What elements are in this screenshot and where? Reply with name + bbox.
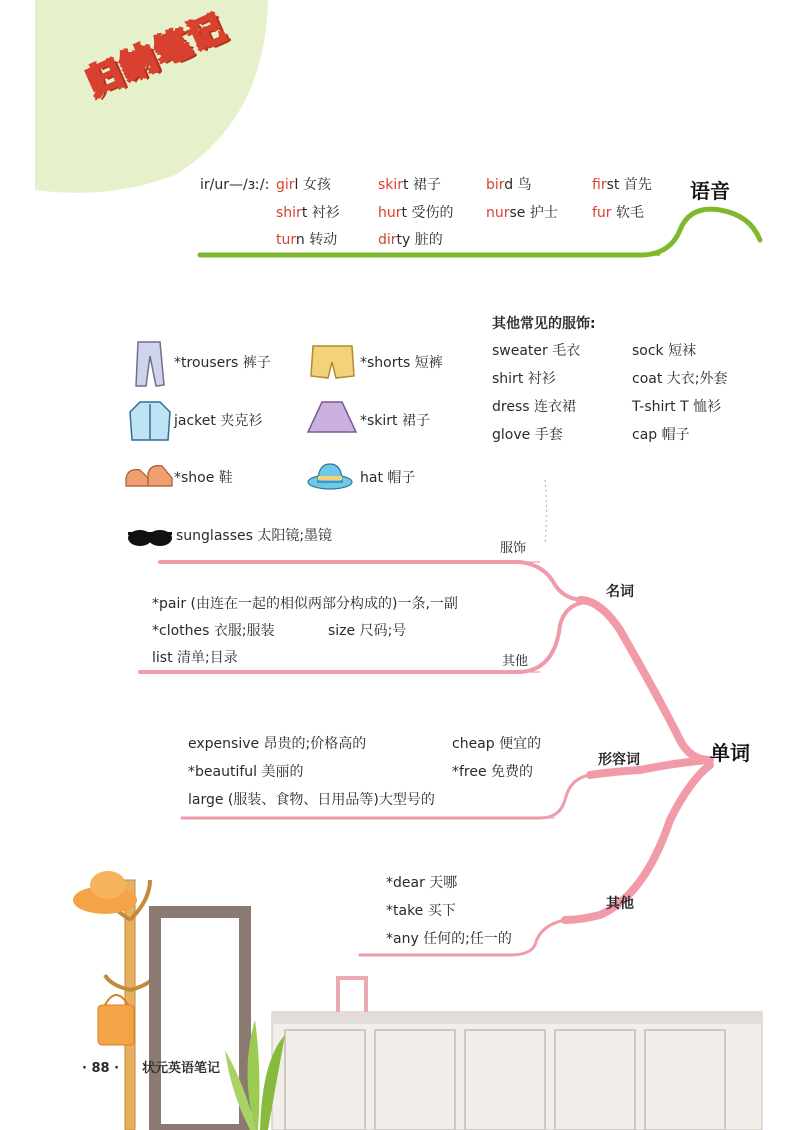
clothing-item: *skirt 裙子 xyxy=(360,413,430,429)
page-number: · 88 · xyxy=(82,1061,120,1076)
phonics-word: hurt 受伤的 xyxy=(378,205,454,221)
phonics-label: 语音 xyxy=(690,179,730,203)
phonics-word: first 首先 xyxy=(592,177,652,193)
other-clothing-item: coat 大衣;外套 xyxy=(632,371,728,387)
phonics-prefix: ir/ur—/ɜː/: xyxy=(200,177,270,193)
clothing-item: *shorts 短裤 xyxy=(360,355,443,371)
noun-other-item: size 尺码;号 xyxy=(328,623,407,639)
phonics-word: nurse 护士 xyxy=(486,205,558,221)
other-clothing-item: sweater 毛衣 xyxy=(492,343,581,359)
other-word-item: *take 买下 xyxy=(386,903,456,919)
clothing-item: sunglasses 太阳镜;墨镜 xyxy=(176,528,333,544)
noun-other-item: list 清单;目录 xyxy=(152,650,238,666)
phonics-word: shirt 衬衫 xyxy=(276,205,340,221)
clothing-item: *trousers 裤子 xyxy=(174,355,271,371)
phonics-word: girl 女孩 xyxy=(276,177,331,193)
book-title: 状元英语笔记 xyxy=(142,1061,221,1076)
other-word-item: *any 任何的;任一的 xyxy=(386,931,512,947)
clothing-item: jacket 夹克衫 xyxy=(174,413,263,429)
adjective-item: large (服装、食物、日用品等)大型号的 xyxy=(188,792,435,808)
other-word-item: *dear 天哪 xyxy=(386,875,458,891)
section-title: 归纳笔记 xyxy=(81,7,233,104)
words-node: 单词 xyxy=(710,741,750,765)
phonics-word: fur 软毛 xyxy=(592,205,645,221)
other-clothing-heading: 其他常见的服饰: xyxy=(492,316,596,332)
phonics-word: turn 转动 xyxy=(276,232,338,248)
other-clothing-item: glove 手套 xyxy=(492,427,563,443)
other-clothing-item: sock 短袜 xyxy=(632,343,697,359)
nouns-node: 名词 xyxy=(606,584,634,600)
other-clothing-item: cap 帽子 xyxy=(632,427,690,443)
other-node: 其他 xyxy=(606,896,634,912)
other-clothing-item: shirt 衬衫 xyxy=(492,371,556,387)
clothing-item: *shoe 鞋 xyxy=(174,470,233,486)
other-clothing-item: dress 连衣裙 xyxy=(492,399,576,415)
adjectives-node: 形容词 xyxy=(598,752,640,768)
phonics-word: dirty 脏的 xyxy=(378,232,443,248)
noun-other-item: *pair (由连在一起的相似两部分构成的)一条,一副 xyxy=(152,596,458,612)
adjective-item: expensive 昂贵的;价格高的 xyxy=(188,736,367,752)
clothing-branch-label: 服饰 xyxy=(500,541,527,556)
adjective-item: *free 免费的 xyxy=(452,764,534,780)
phonics-word: bird 鸟 xyxy=(486,177,532,193)
noun-other-branch-label: 其他 xyxy=(502,654,529,669)
clothing-item: hat 帽子 xyxy=(360,470,416,486)
noun-other-item: *clothes 衣服;服装 xyxy=(152,623,275,639)
adjective-item: cheap 便宜的 xyxy=(452,736,542,752)
other-clothing-item: T-shirt T 恤衫 xyxy=(632,399,722,415)
phonics-word: skirt 裙子 xyxy=(378,177,441,193)
adjective-item: *beautiful 美丽的 xyxy=(188,764,304,780)
